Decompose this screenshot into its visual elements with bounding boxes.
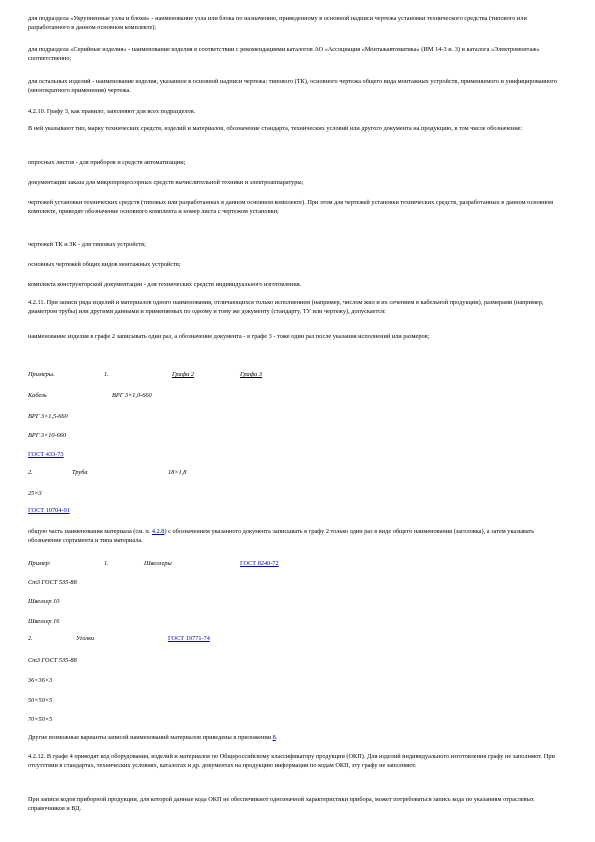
example-item: Швеллер 16 bbox=[28, 618, 60, 625]
list-item: основных чертежей общих видов монтажных устройств; bbox=[28, 261, 181, 268]
clause-link[interactable]: 4.2.8 bbox=[151, 528, 165, 535]
gost-link[interactable]: ГОСТ 8240-72 bbox=[240, 560, 279, 567]
paragraph-text: ) с обозначением указанного документа записывать в графу 2 только один раз в виде общего наименования (заголовка), а затем указывать обозначение сортамента и типа материала. bbox=[28, 528, 535, 544]
gost-link[interactable]: ГОСТ 10704-91 bbox=[28, 507, 70, 514]
example-item: Ст3 ГОСТ 535-88 bbox=[28, 579, 77, 586]
paragraph: наименование изделия в графе 2 записывать один раз, а обозначение документа - в графе 3 - тоже один раз после указания исполнений или размеров; bbox=[28, 333, 430, 340]
paragraph bbox=[28, 733, 568, 742]
example-item: ВРГ 3×1,0-660 bbox=[112, 392, 152, 399]
paragraph-text: Другие возможные варианты записей наименований материалов приведены в приложении bbox=[28, 734, 273, 741]
list-item: опросных листов - для приборов и средств автоматизации; bbox=[28, 159, 186, 166]
example-item: 25×3 bbox=[28, 490, 42, 497]
paragraph bbox=[28, 527, 568, 545]
paragraph: В ней указывают тип, марку технических средств, изделий и материалов, обозначение стандарта, технических условий или другого документа на продукцию, в том числе обозначение: bbox=[28, 125, 523, 132]
example-item: Кабель bbox=[28, 392, 47, 399]
example-item: ВРГ 3×1,5-660 bbox=[28, 413, 68, 420]
paragraph-text: общую часть наименования материала (см. п. bbox=[28, 528, 152, 535]
example-item: 36×36×3 bbox=[28, 677, 53, 684]
example-item: Ст3 ГОСТ 535-88 bbox=[28, 657, 77, 664]
paragraph: 4.2.11. При записи ряда изделий и материалов одного наименования, отличающихся только исполнением (например, числом жил и их сечением в кабельной продукции), размерами (например, диаметром трубы) или другими данными и применяемых по одному и тому же документу (стандарту, ТУ или чертежу), допускается: bbox=[28, 299, 544, 315]
list-item: чертежей ТК и ЗК - для типовых устройств; bbox=[28, 241, 146, 248]
example-item: 70×50×5 bbox=[28, 716, 53, 723]
section-heading: 4.2.10. Графу 3, как правило, заполняют для всех подразделов. bbox=[28, 108, 196, 115]
example-number: 1. bbox=[104, 371, 109, 378]
paragraph: для остальных изделий - наименование изделия, указанное в основной надписи чертежа: типового (ТК), основного чертежа общего вида монтажных устройств, применяемого и унифицированного (многократного применения) чертежа. bbox=[28, 78, 557, 94]
paragraph: для подраздела «Укрупненные узлы и блоки» - наименование узла или блока по назначению, приведенному в основной надписи чертежа установки технического средства (типового или разработанного в данном основном комплекте); bbox=[28, 15, 527, 31]
gost-link[interactable]: ГОСТ 19771-74 bbox=[168, 635, 210, 642]
example-item: 18×1,8 bbox=[168, 469, 187, 476]
list-item: документации заказа для микропроцессорных средств вычислительной техники и электроаппаратуры; bbox=[28, 179, 304, 186]
example-item: Уголки bbox=[76, 635, 95, 642]
column-header-grafa2: Графа 2 bbox=[172, 371, 195, 378]
gost-link[interactable]: ГОСТ 433-73 bbox=[28, 451, 64, 458]
example-number: 2. bbox=[28, 635, 33, 642]
list-item: комплекта конструкторской документации - для технических средств индивидуального изготовления. bbox=[28, 281, 302, 288]
examples-label: Примеры. bbox=[28, 371, 55, 378]
list-item: чертежей установки технических средств (типовых или разработанных в данном основном комплекте). При этом для чертежей установки технических средств, разработанных в данном основном комплекте, приводят обозначение основного комплекта и номер листа с чертежом установки; bbox=[28, 199, 554, 215]
paragraph: 4.2.12. В графе 4 приводят код оборудования, изделий и материалов по Общероссийскому классификатору продукции (ОКП). Для изделий индивидуального изготовления графу не заполняют. При отсутствии в стандартах, технических условиях, каталогах и др. документах на продукцию информации по кодам ОКП, эту графу не заполняют. bbox=[28, 753, 555, 769]
example-label: Пример: bbox=[28, 560, 51, 567]
example-item: Швеллер 10 bbox=[28, 598, 60, 605]
example-item: 50×50×5 bbox=[28, 697, 53, 704]
paragraph: для подраздела «Серийные изделия» - наименование изделия в соответствии с рекомендациями каталогов АО «Ассоциация «Монтажавтоматика» (ИМ 14-3 и. 3) и каталога «Электромонтаж» соответственно; bbox=[28, 46, 540, 62]
example-number: 1. bbox=[104, 560, 109, 567]
example-item: ВРГ 3×10-660 bbox=[28, 432, 67, 439]
column-header-grafa3: Графа 3 bbox=[240, 371, 263, 378]
paragraph-text: . bbox=[275, 734, 278, 741]
example-item: Труба bbox=[72, 469, 88, 476]
example-number: 2. bbox=[28, 469, 33, 476]
paragraph: При записи кодов приборной продукции, для которой данные кода ОКП не обеспечивают однозначной характеристики прибора, может потребоваться запись кода по указаниям отраслевых справочников и ВД. bbox=[28, 796, 535, 812]
example-item: Швеллеры bbox=[144, 560, 172, 567]
appendix-link[interactable]: 8 bbox=[272, 734, 276, 741]
